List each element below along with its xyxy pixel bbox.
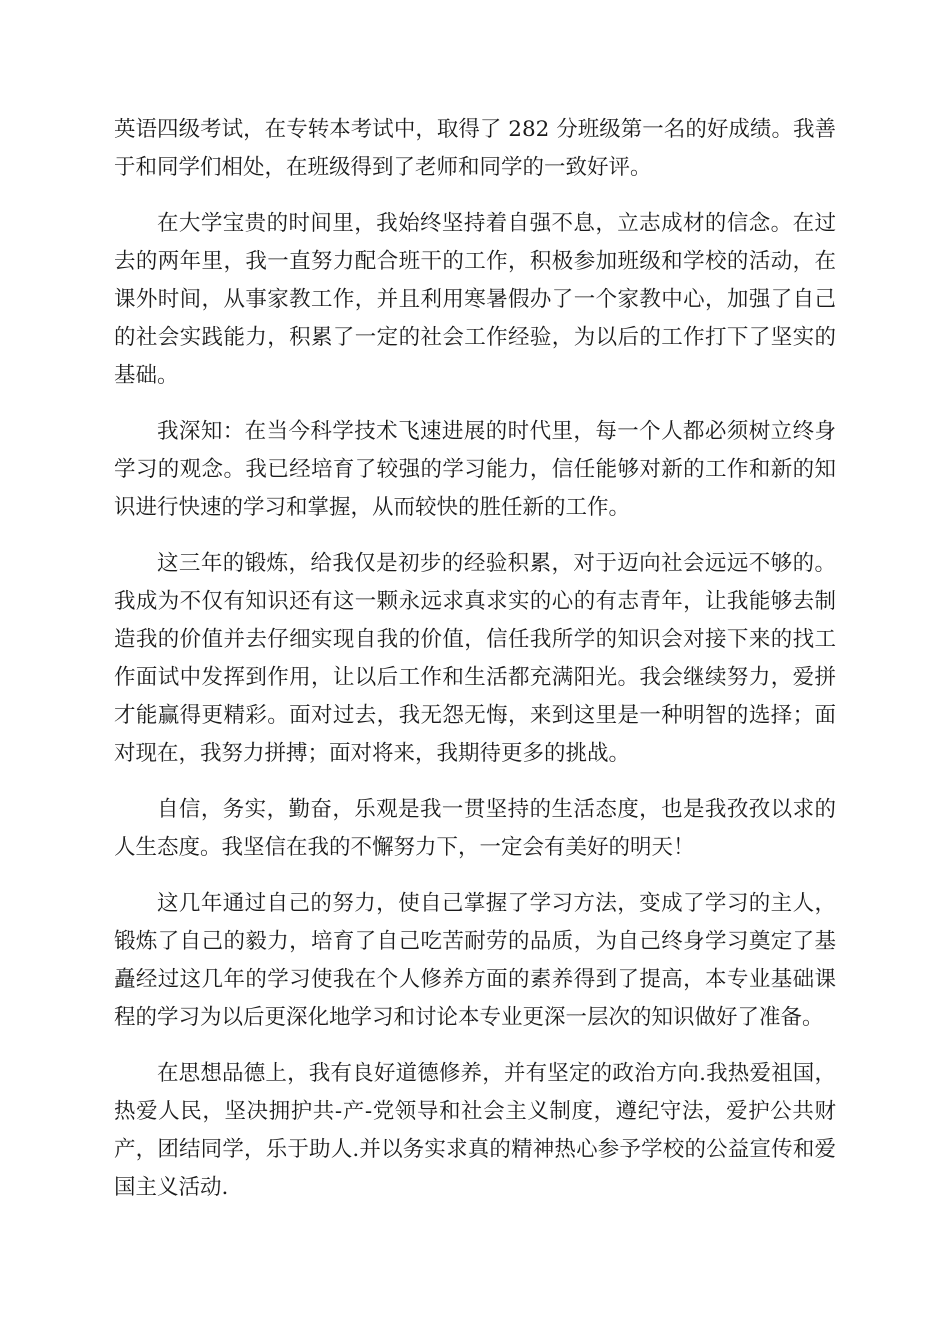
paragraph-university-time: 在大学宝贵的时间里，我始终坚持着自强不息，立志成材的信念。在过去的两年里，我一直努力配合班干的工作，积极参加班级和学校的活动，在课外时间，从事家教工作，并且利用寒暑假办了一个家教中心，加强了自己的社会实践能力，积累了一定的社会工作经验，为以后的工作打下了坚实的基础。 — [114, 211, 836, 388]
paragraph-exam-results: 英语四级考试，在专转本考试中，取得了 282 分班级第一名的好成绩。我善于和同学们相处，在班级得到了老师和同学的一致好评。 — [114, 117, 836, 180]
paragraph-moral-character: 在思想品德上，我有良好道德修养，并有坚定的政治方向.我热爱祖国，热爱人民，坚决拥护共-产-党领导和社会主义制度，遵纪守法，爱护公共财产，团结同学，乐于助人.并以务实求真的精神热心参予学校的公益宣传和爱国主义活动. — [114, 1061, 836, 1200]
paragraph-three-years: 这三年的锻炼，给我仅是初步的经验积累，对于迈向社会远远不够的。我成为不仅有知识还有这一颗永远求真求实的心的有志青年，让我能够去制造我的价值并去仔细实现自我的价值，信任我所学的知识会对接下来的找工作面试中发挥到作用，让以后工作和生活都充满阳光。我会继续努力，爱拼才能赢得更精彩。面对过去，我无怨无悔，来到这里是一种明智的选择；面对现在，我努力拼搏；面对将来，我期待更多的挑战。 — [114, 551, 836, 766]
paragraph-lifelong-learning: 我深知：在当今科学技术飞速进展的时代里，每一个人都必须树立终身学习的观念。我已经培育了较强的学习能力，信任能够对新的工作和新的知识进行快速的学习和掌握，从而较快的胜任新的工作。 — [114, 419, 836, 520]
paragraph-learning-methods: 这几年通过自己的努力，使自己掌握了学习方法，变成了学习的主人，锻炼了自己的毅力，培育了自己吃苦耐劳的品质，为自己终身学习奠定了基矗经过这几年的学习使我在个人修养方面的素养得到了提高，本专业基础课程的学习为以后更深化地学习和讨论本专业更深一层次的知识做好了准备。 — [114, 891, 836, 1030]
document-page — [114, 111, 836, 1225]
paragraph-attitude: 自信，务实，勤奋，乐观是我一贯坚持的生活态度，也是我孜孜以求的人生态度。我坚信在我的不懈努力下，一定会有美好的明天！ — [114, 797, 836, 860]
